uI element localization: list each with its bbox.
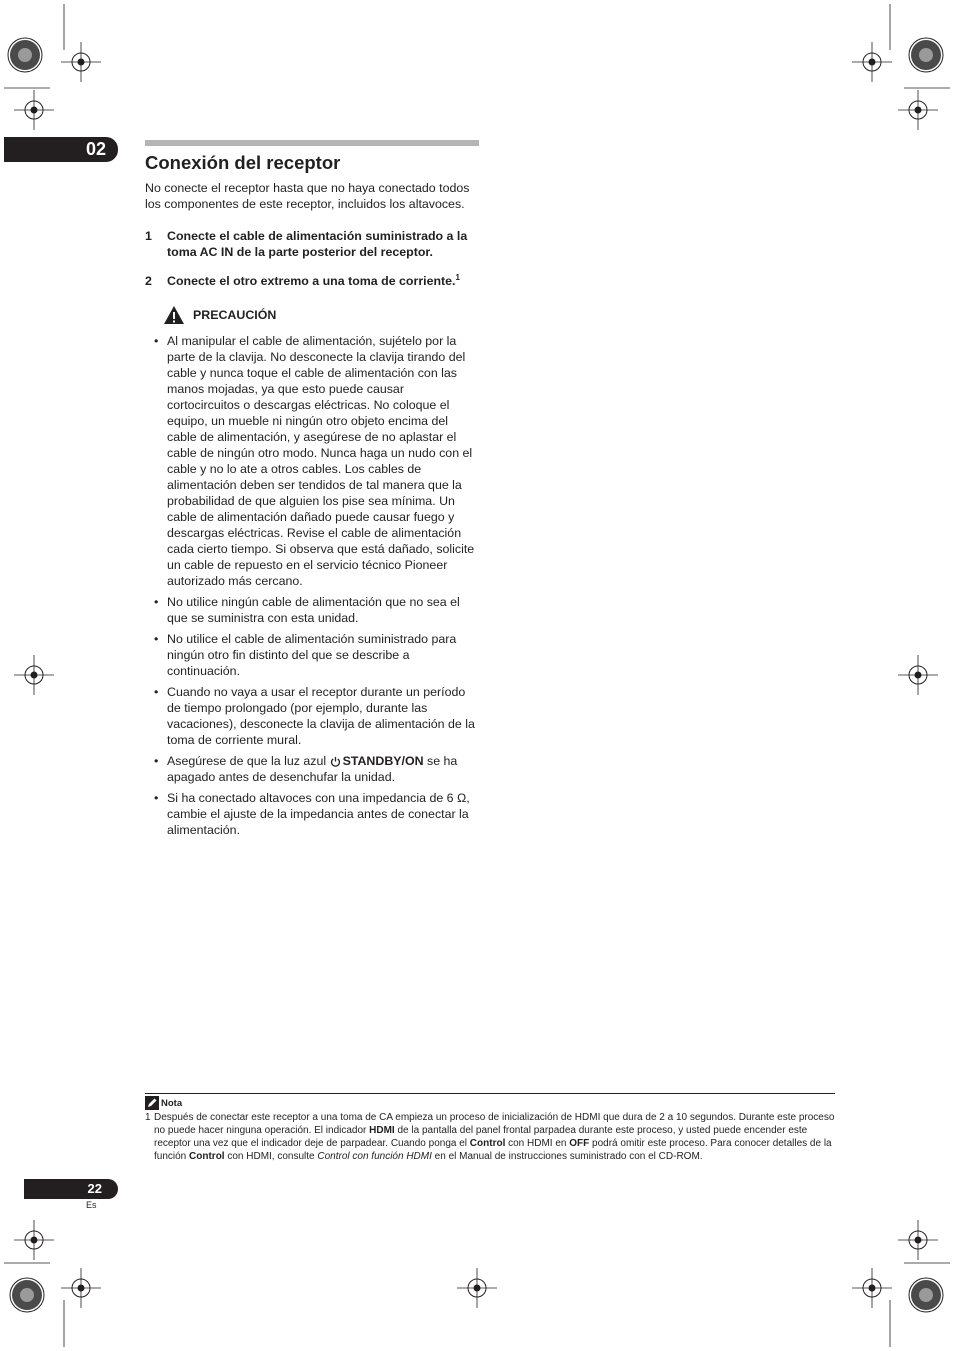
standby-power-icon	[330, 756, 341, 767]
step-number: 2	[145, 274, 152, 288]
starburst-mark-top-left	[8, 38, 42, 72]
caution-item: • Asegúrese de que la luz azul STANDBY/ON se ha apagado antes de desenchufar la unidad.	[154, 754, 458, 784]
caution-heading-text: PRECAUCIÓN	[193, 308, 277, 322]
caution-item: • Si ha conectado altavoces con una impedancia de 6 Ω, cambie el ajuste de la impedancia antes de conectar la alimentación.	[154, 791, 470, 837]
footnote-number: 1	[145, 1112, 151, 1123]
language-code: Es	[86, 1200, 97, 1210]
caution-item: • No utilice el cable de alimentación suministrado para ningún otro fin distinto del que se describe a continuación.	[154, 632, 457, 678]
caution-item: • Al manipular el cable de alimentación, sujételo por la parte de la clavija. No desconecte la clavija tirando del cable y nunca toque el cable de alimentación con las manos mojadas, ya que esto puede causar cortocircuitos o descargas eléctricas. No coloque el equipo, un mueble ni ningún otro objeto encima del cable de alimentación, y asegúrese de no aplastar el cable de ningún otro modo. Nunca haga un nudo con el cable y no lo ate a otros cables. Los cables de alimentación deben ser tendidos de tal manera que la probabilidad de que alguien los pise sea mínima. Un cable de alimentación dañado puede causar fuego y descargas eléctricas. Revise el cable de alimentación cada cierto tiempo. Si observa que está dañado, solicite un cable de repuesto en el servicio técnico Pioneer autorizado más cercano.	[154, 334, 475, 588]
step-text: Conecte el cable de alimentación suministrado a la toma AC IN de la parte posterior del receptor.	[167, 229, 468, 259]
starburst-mark-top-right	[909, 38, 943, 72]
section-title-bar	[145, 140, 479, 146]
caution-heading	[163, 305, 479, 325]
step-1	[145, 228, 479, 260]
note-section	[145, 1093, 835, 1163]
footnote-ref: 1	[455, 272, 460, 282]
footnote-text: Después de conectar este receptor a una toma de CA empieza un proceso de inicialización de HDMI que dura de 2 a 10 segundos. Durante este proceso no puede hacer ninguna operación. El indicador HDMI de la pantalla del panel frontal parpadea durante este proceso, y usted puede encender este receptor una vez que el indicador deje de parpadear. Cuando ponga el Control con HDMI en OFF podrá omitir este proceso. Para conocer detalles de la función Control con HDMI, consulte Control con función HDMI en el Manual de instrucciones suministrado con el CD-ROM.	[154, 1112, 835, 1162]
page-number: 22	[24, 1179, 118, 1199]
caution-item: • No utilice ningún cable de alimentación que no sea el que se suministra con esta unidad.	[154, 595, 460, 625]
footnote-1	[145, 1111, 835, 1163]
main-column	[145, 140, 479, 843]
starburst-mark-bottom-right	[909, 1278, 943, 1312]
starburst-mark-bottom-left	[10, 1278, 44, 1312]
section-intro: No conecte el receptor hasta que no haya conectado todos los componentes de este receptor, incluidos los altavoces.	[145, 181, 470, 211]
step-2	[145, 273, 479, 289]
step-text: Conecte el otro extremo a una toma de corriente.$^1$	[167, 272, 460, 288]
note-heading: Nota	[145, 1096, 835, 1110]
caution-list	[145, 333, 479, 838]
note-pencil-icon	[145, 1096, 159, 1110]
chapter-tab: 02	[4, 137, 118, 162]
warning-triangle-icon	[163, 305, 185, 325]
section-title: Conexión del receptor	[145, 152, 341, 173]
caution-item: • Cuando no vaya a usar el receptor durante un período de tiempo prolongado (por ejemplo, durante las vacaciones), desconecte la clavija de alimentación de la toma de corriente mural.	[154, 685, 475, 747]
step-number: 1	[145, 229, 152, 243]
